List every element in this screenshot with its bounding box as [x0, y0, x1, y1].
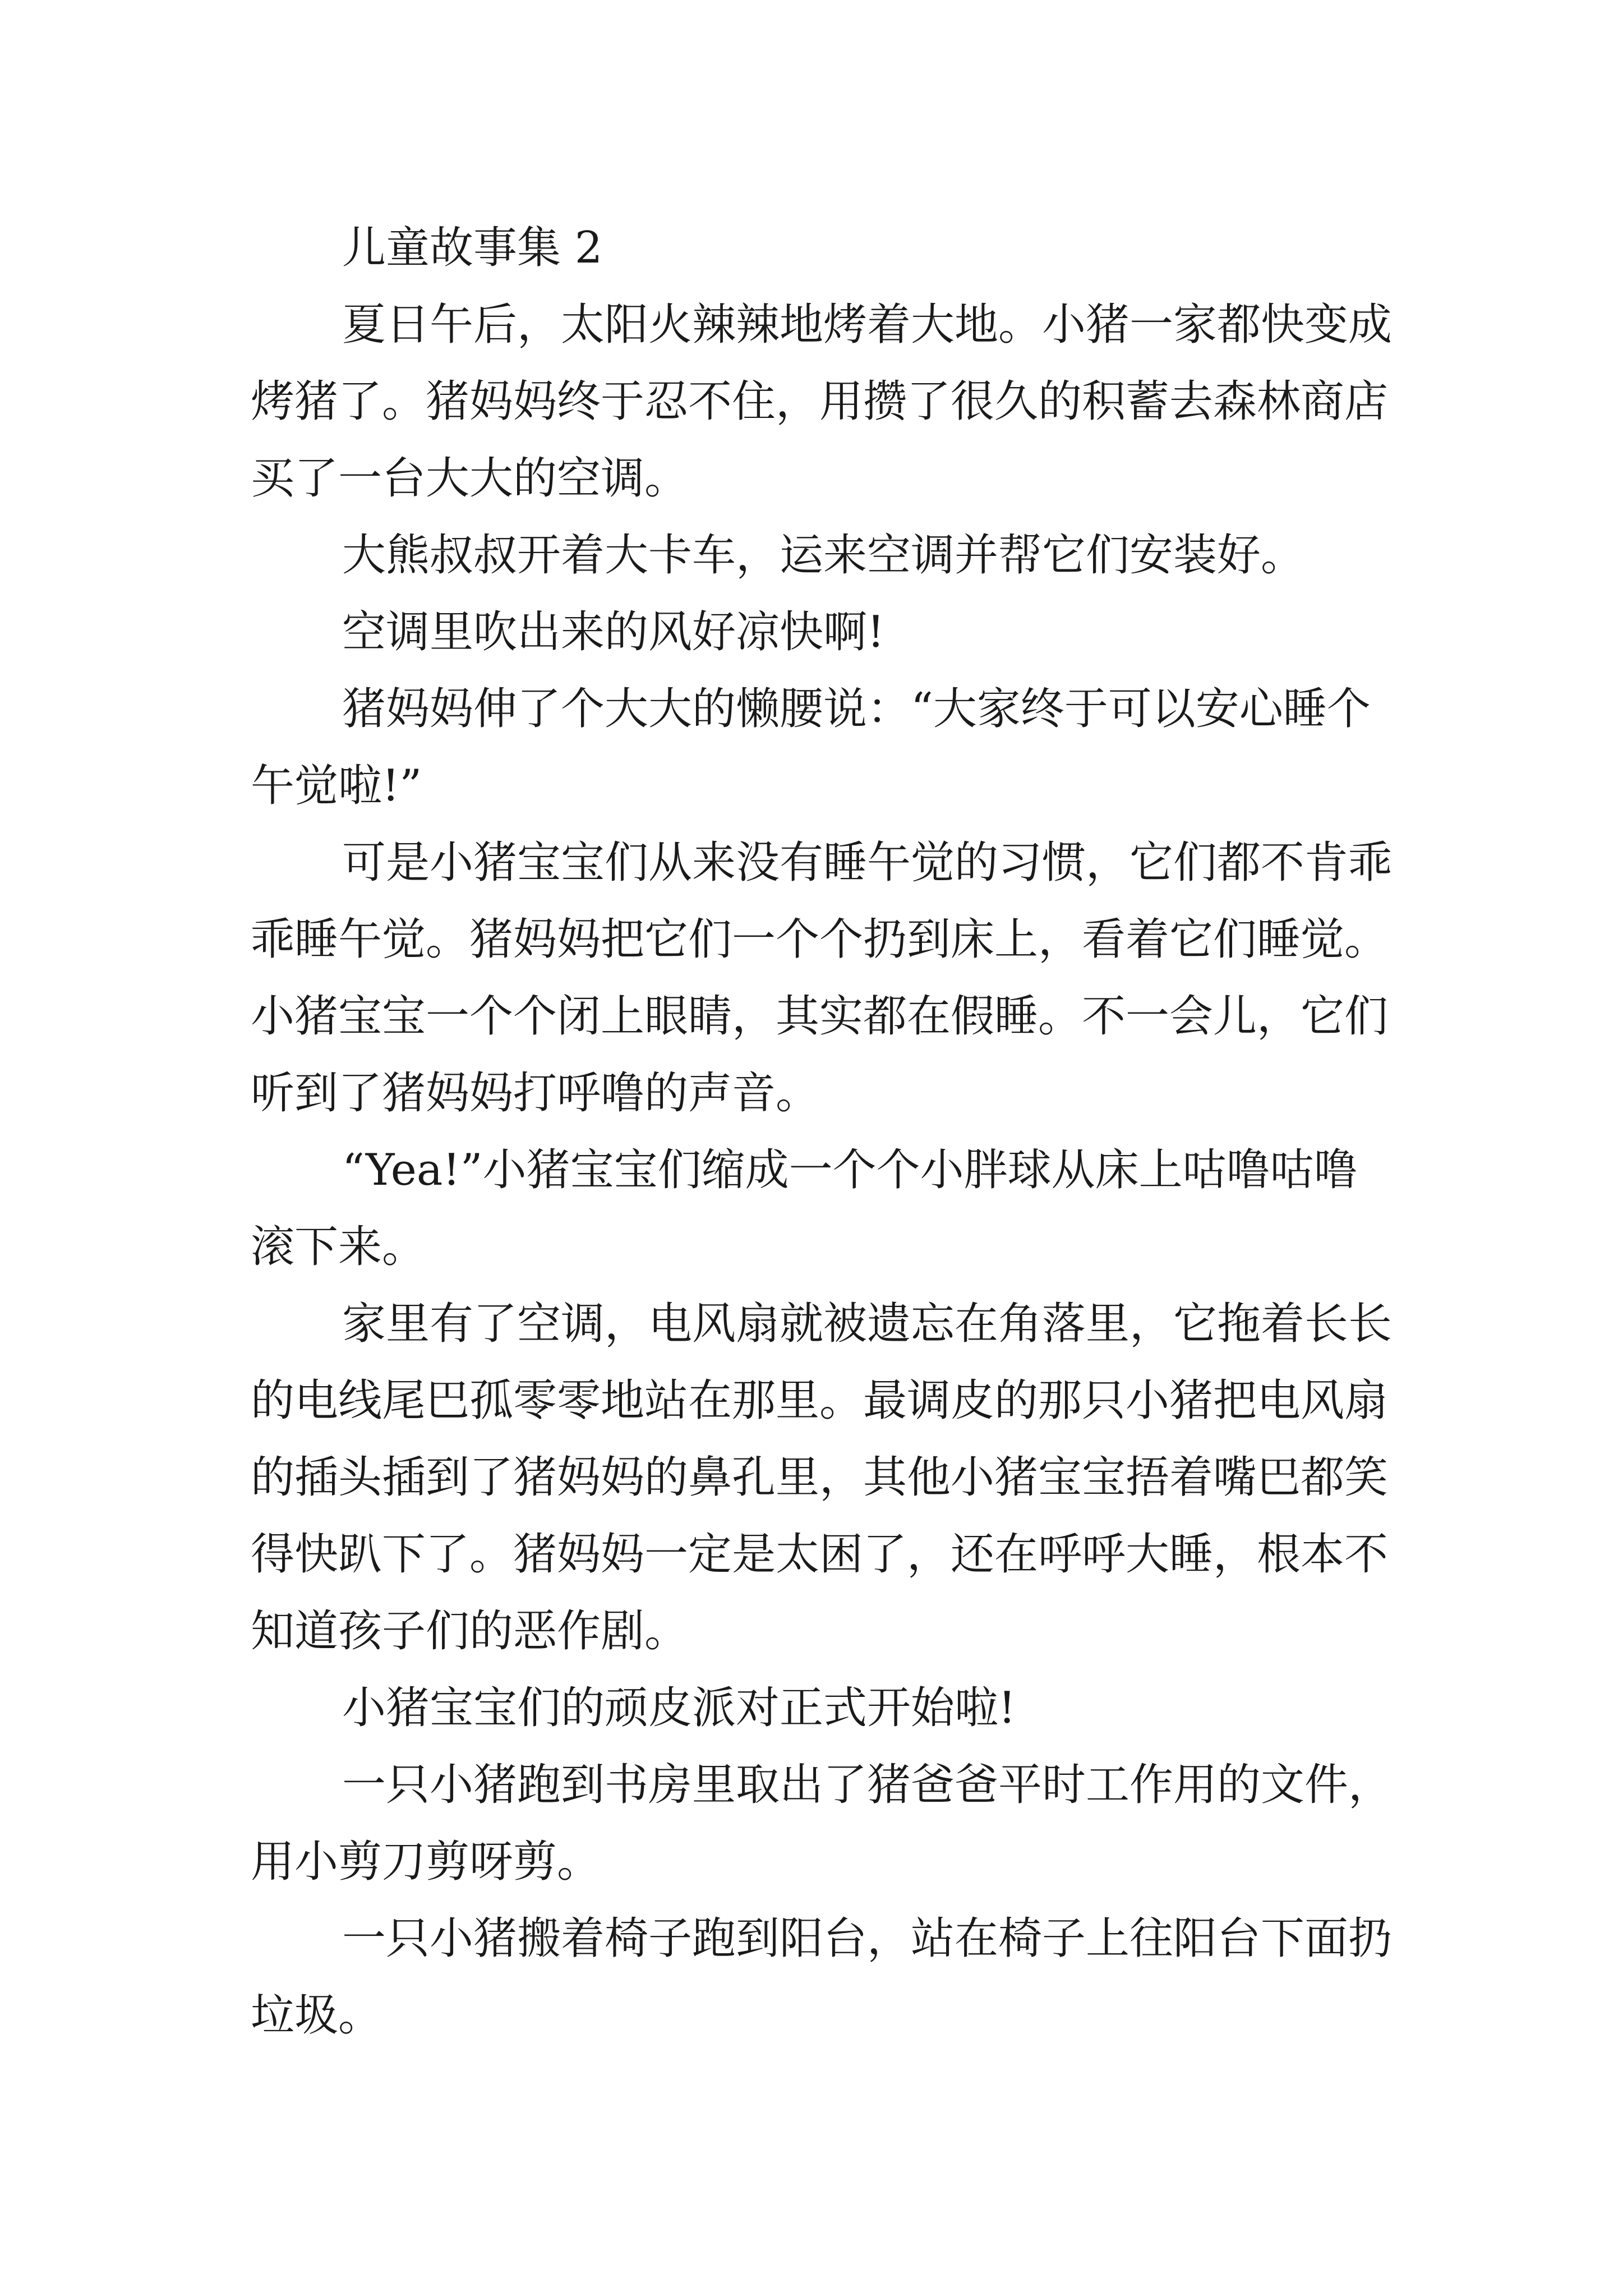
paragraph	[251, 594, 1395, 671]
text-line: 空调里吹出来的风好凉快啊!	[342, 607, 885, 657]
text-line: 知道孩子们的恶作剧。	[251, 1606, 689, 1657]
paragraph	[251, 287, 1395, 517]
paragraph	[251, 1901, 1395, 2054]
paragraph	[251, 1286, 1395, 1670]
text-line: 夏日午后，太阳火辣辣地烤着大地。小猪一家都快变成	[342, 300, 1393, 350]
text-line: 可是小猪宝宝们从来没有睡午觉的习惯，它们都不肯乖	[342, 838, 1393, 888]
text-line: “Yea!”小猪宝宝们缩成一个个小胖球从床上咕噜咕噜	[342, 1145, 1358, 1195]
text-line: 午觉啦!”	[251, 761, 422, 811]
paragraph	[251, 671, 1395, 825]
text-line: 一只小猪跑到书房里取出了猪爸爸平时工作用的文件，	[342, 1760, 1393, 1810]
text-line: 乖睡午觉。猪妈妈把它们一个个扔到床上，看着它们睡觉。	[251, 914, 1389, 965]
text-line: 一只小猪搬着椅子跑到阳台，站在椅子上往阳台下面扔	[342, 1913, 1393, 1964]
text-line: 家里有了空调，电风扇就被遗忘在角落里，它拖着长长	[342, 1299, 1393, 1349]
paragraph	[251, 1132, 1395, 1286]
text-line: 用小剪刀剪呀剪。	[251, 1837, 601, 1887]
text-line: 小猪宝宝一个个闭上眼睛，其实都在假睡。不一会儿，它们	[251, 991, 1389, 1042]
story-title: 儿童故事集 2	[342, 223, 603, 273]
text-line: 烤猪了。猪妈妈终于忍不住，用攒了很久的积蓄去森林商店	[251, 376, 1389, 427]
text-line: 大熊叔叔开着大卡车，运来空调并帮它们安装好。	[342, 530, 1305, 581]
paragraph	[251, 517, 1395, 594]
text-line: 猪妈妈伸了个大大的懒腰说：“大家终于可以安心睡个	[342, 684, 1371, 734]
paragraph	[251, 825, 1395, 1132]
text-line: 听到了猪妈妈打呼噜的声音。	[251, 1068, 820, 1119]
text-line: 小猪宝宝们的顽皮派对正式开始啦!	[342, 1683, 1016, 1733]
paragraph	[251, 1670, 1395, 1747]
text-line: 垃圾。	[251, 1990, 382, 2041]
story-body	[251, 210, 1395, 2054]
text-line: 滚下来。	[251, 1222, 426, 1272]
paragraph	[251, 1747, 1395, 1901]
text-line: 的插头插到了猪妈妈的鼻孔里，其他小猪宝宝捂着嘴巴都笑	[251, 1452, 1389, 1503]
text-line: 得快趴下了。猪妈妈一定是太困了，还在呼呼大睡，根本不	[251, 1529, 1389, 1580]
text-line: 的电线尾巴孤零零地站在那里。最调皮的那只小猪把电风扇	[251, 1375, 1389, 1426]
text-line: 买了一台大大的空调。	[251, 453, 689, 504]
